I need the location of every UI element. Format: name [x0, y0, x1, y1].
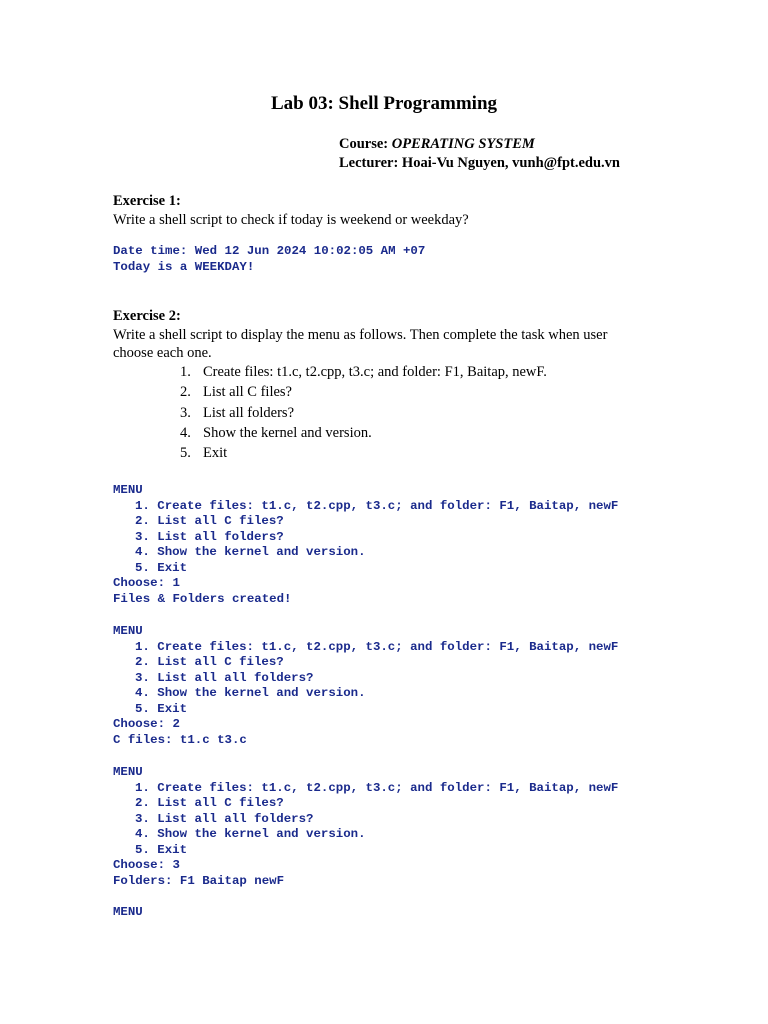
menu-item: 5. Exit	[135, 842, 188, 857]
menu-item: 3. List all folders?	[135, 529, 284, 544]
choose-line: Choose: 2	[113, 717, 180, 731]
output-line: Date time: Wed 12 Jun 2024 10:02:05 AM +07	[113, 244, 426, 258]
menu-item: 3. List all all folders?	[135, 670, 314, 685]
menu-item: 1. Create files: t1.c, t2.cpp, t3.c; and folder: F1, Baitap, newF	[135, 639, 619, 654]
menu-item: 2. List all C files?	[135, 514, 284, 528]
step-item: 4. Show the kernel and version.	[180, 424, 372, 441]
menu-item: 2. List all C files?	[135, 796, 284, 810]
exercise-2-steps	[180, 362, 547, 463]
menu-heading: MENU	[113, 624, 143, 638]
menu-session-1	[113, 483, 618, 607]
course-info	[339, 135, 620, 173]
choose-line: Choose: 3	[113, 858, 180, 872]
exercise-1-text: Write a shell script to check if today is weekend or weekday?	[113, 212, 469, 228]
course-line	[339, 135, 620, 154]
exercise-2-text-line: choose each one.	[113, 345, 212, 361]
exercise-2-heading: Exercise 2:	[113, 308, 181, 324]
menu-item: 4. Show the kernel and version.	[135, 686, 366, 700]
menu-session-3	[113, 765, 618, 889]
menu-item: 4. Show the kernel and version.	[135, 545, 366, 559]
menu-item: 5. Exit	[135, 701, 188, 716]
exercise-1-output	[113, 244, 425, 275]
exercise-2-text	[113, 326, 653, 362]
lecturer-line: Lecturer: Hoai-Vu Nguyen, vunh@fpt.edu.vn	[339, 155, 620, 171]
step-item: 1. Create files: t1.c, t2.cpp, t3.c; and folder: F1, Baitap, newF.	[180, 364, 547, 380]
exercise-1-heading: Exercise 1:	[113, 193, 181, 209]
output-line: Today is a WEEKDAY!	[113, 259, 255, 274]
menu-heading: MENU	[113, 765, 143, 779]
step-item: 3. List all folders?	[180, 404, 295, 421]
choose-line: Choose: 1	[113, 576, 180, 590]
menu-heading: MENU	[113, 905, 143, 919]
menu-item: 3. List all all folders?	[135, 811, 314, 826]
step-item: 2. List all C files?	[180, 384, 292, 401]
menu-item: 2. List all C files?	[135, 655, 284, 669]
document-title: Lab 03: Shell Programming	[270, 93, 498, 114]
exercise-2-text-line: Write a shell script to display the menu as follows. Then complete the task when user	[113, 327, 608, 343]
menu-heading: MENU	[113, 483, 143, 497]
menu-session-4	[113, 905, 143, 921]
result-line: C files: t1.c t3.c	[113, 732, 247, 747]
menu-item: 4. Show the kernel and version.	[135, 827, 366, 841]
menu-item: 5. Exit	[135, 560, 188, 575]
course-label: Course:	[339, 136, 392, 152]
menu-item: 1. Create files: t1.c, t2.cpp, t3.c; and folder: F1, Baitap, newF	[135, 780, 619, 795]
course-name: OPERATING SYSTEM	[391, 136, 535, 152]
result-line: Files & Folders created!	[113, 591, 292, 606]
result-line: Folders: F1 Baitap newF	[113, 873, 285, 888]
menu-item: 1. Create files: t1.c, t2.cpp, t3.c; and folder: F1, Baitap, newF	[135, 498, 619, 513]
menu-session-2	[113, 624, 618, 748]
step-item: 5. Exit	[180, 445, 228, 462]
